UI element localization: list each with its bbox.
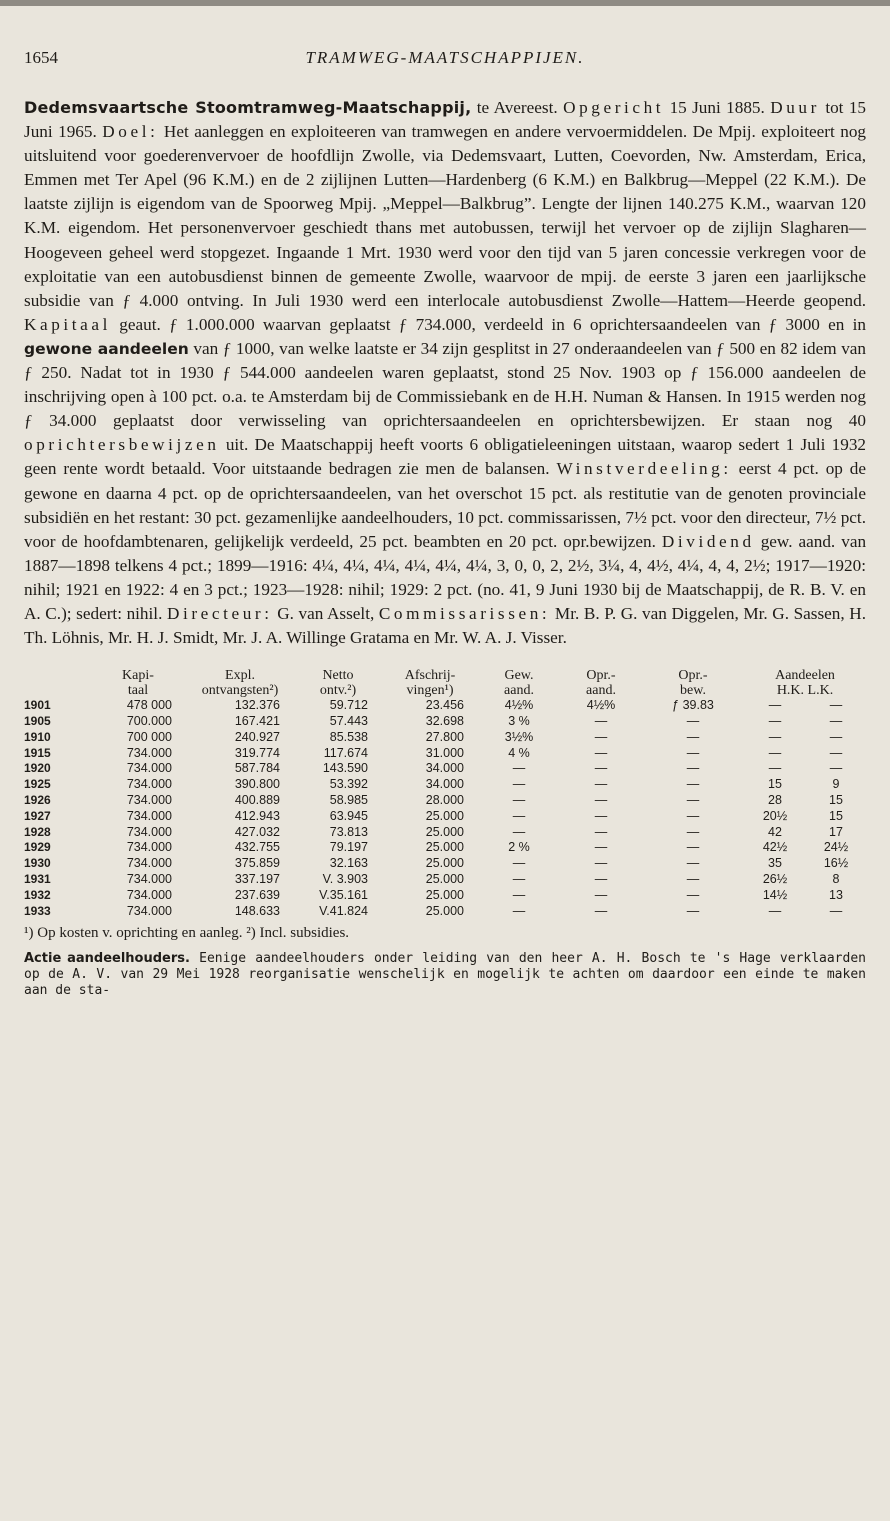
table-cell: — [594, 903, 608, 918]
top-edge-strip [0, 0, 890, 6]
row-year: 1905 [24, 713, 51, 728]
table-row [24, 714, 866, 730]
table-cell: — [686, 871, 700, 886]
table-cell: 32.163 [329, 856, 368, 871]
table-cell: 28 [768, 792, 782, 807]
table-cell: 587.784 [234, 761, 280, 776]
table-cell: 14½ [762, 887, 788, 902]
table-cell: 734.000 [126, 824, 172, 839]
row-year: 1920 [24, 761, 51, 776]
table-cell: — [594, 713, 608, 728]
table-cell: — [768, 761, 782, 776]
col-header: Kapi- [122, 668, 154, 684]
col-header: Opr.- [678, 668, 708, 684]
table-cell: 25.000 [425, 887, 464, 902]
text-segment: geaut. ƒ 1.000.000 waarvan geplaatst ƒ 734.000, verdeeld in 6 oprichtersaandeelen van ƒ 3000 en in [119, 314, 867, 334]
table-cell: 59.712 [329, 698, 368, 713]
label-opgericht: Opgericht [563, 98, 665, 117]
document-page [24, 48, 866, 1012]
table-cell: — [594, 887, 608, 902]
table-body [24, 698, 866, 919]
row-year: 1932 [24, 887, 51, 902]
table-cell: 31.000 [425, 745, 464, 760]
table-cell: 427.032 [234, 824, 280, 839]
table-cell: — [686, 729, 700, 744]
table-cell: 700 000 [126, 729, 172, 744]
table-cell: 9 [832, 777, 840, 792]
table-cell: V.35.161 [319, 887, 368, 902]
table-cell: 73.813 [329, 824, 368, 839]
table-cell: 375.859 [234, 856, 280, 871]
table-cell: 132.376 [234, 698, 280, 713]
col-header: Gew. [504, 668, 534, 684]
table-cell: — [594, 777, 608, 792]
table-cell: 32.698 [425, 713, 464, 728]
table-cell: 25.000 [425, 856, 464, 871]
table-cell: 412.943 [234, 808, 280, 823]
table-cell: 25.000 [425, 808, 464, 823]
table-cell: 79.197 [329, 840, 368, 855]
table-cell: 143.590 [322, 761, 368, 776]
table-cell: — [829, 903, 843, 918]
financial-table [24, 668, 866, 919]
label-doel: Doel: [102, 122, 159, 142]
table-cell: 25.000 [425, 840, 464, 855]
label-directeur: Directeur: [166, 603, 273, 623]
col-header: ontv.²) [319, 683, 357, 699]
table-cell: — [768, 903, 782, 918]
table-cell: — [686, 840, 700, 855]
label-kapitaal: Kapitaal [24, 314, 112, 334]
table-cell: 35 [768, 856, 782, 871]
row-year: 1930 [24, 856, 51, 871]
table-cell: — [686, 887, 700, 902]
table-row [24, 888, 866, 904]
table-cell: 25.000 [425, 824, 464, 839]
row-year: 1926 [24, 792, 51, 807]
table-row [24, 698, 866, 714]
label-winstverdeeling: Winstverdeeling: [556, 459, 732, 479]
table-cell: 734.000 [126, 777, 172, 792]
table-cell: 4½% [504, 698, 534, 713]
table-row [24, 872, 866, 888]
table-cell: 58.985 [329, 792, 368, 807]
col-header: bew. [680, 683, 706, 699]
table-cell: 734.000 [126, 887, 172, 902]
table-cell: — [686, 745, 700, 760]
table-cell: 25.000 [425, 903, 464, 918]
text-segment: Het aanleggen en exploiteeren van tramwegen en andere vervoermiddelen. De Mpij. exploiteert nog uitsluitend voor goederenvervoer de hoofdlijn Zwolle, via Dedemsvaart, Lutten, Coevorden, Nw. Amsterdam, Erica, Emmen met Ter Apel (96 K.M.) en de 2 zijlijnen Lutten—Hardenberg (6 K.M.) en Balkbrug—Meppel (22 K.M.). De laatste zijlijn is eigendom van de Spoorweg Mpij. „Meppel—Balkbrug”. Lengte der lijnen 140.275 K.M., waarvan 120 K.M. eigendom. Het personenvervoer geschiedt thans met autobussen, terwijl het vervoer op de zijlijn Slagharen—Hoogeveen geheel werd stopgezet. Ingaande 1 Mrt. 1930 werd voor den tijd van 5 jaren concessie verkregen voor de exploitatie van een autobusdienst binnen de gemeente Zwolle, waarvoor de mpij. de eerste 3 jaren een jaarlijksche subsidie van ƒ 4.000 ontving. In Juli 1930 werd een interlocale autobusdienst Zwolle—Hattem—Heerde geopend. [24, 122, 867, 310]
table-cell: 148.633 [234, 903, 280, 918]
table-cell: — [512, 887, 526, 902]
table-cell: — [829, 761, 843, 776]
table-cell: 15 [829, 792, 843, 807]
row-year: 1929 [24, 840, 51, 855]
table-cell: 42 [768, 824, 782, 839]
label-gewone-aandeelen: gewone aandeelen [24, 339, 189, 358]
text-segment: G. van Asselt, [277, 603, 375, 623]
table-cell: 15 [768, 777, 782, 792]
col-header: Aandeelen [775, 668, 835, 684]
table-row [24, 856, 866, 872]
table-cell: 390.800 [234, 777, 280, 792]
table-cell: V. 3.903 [322, 871, 368, 886]
table-cell: — [686, 761, 700, 776]
running-title: TRAMWEG-MAATSCHAPPIJEN. [305, 48, 585, 67]
table-cell: — [512, 761, 526, 776]
row-year: 1933 [24, 903, 51, 918]
row-year: 1925 [24, 777, 51, 792]
page-number: 1654 [24, 48, 58, 67]
table-row [24, 730, 866, 746]
table-cell: — [686, 777, 700, 792]
text-segment: 15 Juni 1885. [669, 98, 765, 117]
table-cell: — [594, 824, 608, 839]
table-cell: 734.000 [126, 856, 172, 871]
table-cell: ƒ 39.83 [672, 698, 714, 713]
table-cell: 57.443 [329, 713, 368, 728]
col-header: H.K. L.K. [776, 683, 834, 699]
table-cell: 400.889 [234, 792, 280, 807]
header-row-2 [24, 683, 866, 698]
label-dividend: Dividend [661, 531, 755, 551]
text-segment: van ƒ 1000, van welke laatste er 34 zijn gesplitst in 27 onderaandeelen van ƒ 500 en 82 idem van ƒ 250. Nadat tot in 1930 ƒ 544.000 aandeelen waren geplaatst, stond 25 Nov. 1903 op ƒ 156.000 aandeelen de inschrijving open à 100 pct. o.a. te Amsterdam bij de Commissiebank en de H.H. Numan & Hansen. In 1915 werden nog ƒ 34.000 geplaatst door verwisseling van oprichtersaandeelen en oprichtersbewijzen. Er staan nog 40 [24, 338, 867, 431]
table-cell: 734.000 [126, 808, 172, 823]
table-cell: 167.421 [234, 713, 280, 728]
row-year: 1928 [24, 824, 51, 839]
label-oprichtersbewijzen: oprichtersbewijzen [24, 435, 220, 455]
table-header [24, 668, 866, 698]
text-segment: Mr. B. P. G. van Diggelen, Mr. G. Sassen, H. Th. Löhnis, Mr. H. J. Smidt, Mr. J. A. Willinge Gratama en Mr. W. A. J. Visser. [24, 603, 866, 648]
text-segment: te Avereest. [476, 98, 558, 117]
table-cell: 432.755 [234, 840, 280, 855]
action-paragraph [24, 951, 866, 999]
table-cell: — [512, 871, 526, 886]
table-cell: 8 [832, 871, 840, 886]
table-footnote: ¹) Op kosten v. oprichting en aanleg. ²) Incl. subsidies. [24, 925, 350, 942]
table-cell: — [686, 856, 700, 871]
table-cell: — [686, 792, 700, 807]
row-year: 1910 [24, 729, 51, 744]
text-segment: uit. De Maatschappij heeft voorts 6 obligatieleeningen uitstaan, waarop sedert 1 Juli 1932 geen rente wordt betaald. Voor uitstaande bedragen zie men de balansen. [24, 435, 867, 479]
table-cell: — [768, 713, 782, 728]
table-cell: — [594, 761, 608, 776]
table-cell: 117.674 [323, 745, 368, 760]
table-cell: — [512, 903, 526, 918]
table-cell: 63.945 [329, 808, 368, 823]
page-header [24, 48, 866, 84]
text-segment: gew. aand. van 1887—1898 telkens 4 pct.; 1899—1916: 4¼, 4¼, 4¼, 4¼, 4¼, 4¼, 3, 0, 0, 2, 2½, 3¼, 4, 4½, 4¼, 4, 4, 2½; 1917—1920: nihil; 1921 en 1922: 4 en 3 pct.; 1923—1928: nihil; 1929: 2 pct. (no. 41, 9 Juni 1930 bij de Maatschappij, de R. B. V. en A. C.); sedert: nihil. [24, 531, 867, 623]
table-cell: 23.456 [425, 698, 464, 713]
table-row [24, 777, 866, 793]
table-cell: — [512, 824, 526, 839]
table-cell: 478 000 [126, 698, 172, 713]
table-cell: — [768, 745, 782, 760]
table-cell: — [829, 698, 843, 713]
table-cell: V.41.824 [319, 903, 368, 918]
table-cell: — [594, 792, 608, 807]
table-cell: 42½ [762, 840, 788, 855]
table-cell: — [594, 840, 608, 855]
table-row [24, 809, 866, 825]
table-cell: — [686, 713, 700, 728]
table-cell: 85.538 [329, 729, 368, 744]
header-row-1 [24, 668, 866, 683]
table-cell: 734.000 [126, 840, 172, 855]
table-cell: 240.927 [234, 729, 280, 744]
row-year: 1927 [24, 808, 51, 823]
row-year: 1931 [24, 871, 51, 886]
table-cell: 27.800 [425, 729, 464, 744]
table-cell: 319.774 [234, 745, 280, 760]
col-header: Afschrij- [404, 668, 456, 684]
table-cell: — [512, 777, 526, 792]
col-header: Expl. [225, 668, 255, 684]
action-text: Eenige aandeelhouders onder leiding van den heer A. H. Bosch te 's Hage verklaarden op de A. V. van 29 Mei 1928 reorganisatie wenschelijk en mogelijk te achten om daardoor een einde te maken aan de sta- [24, 951, 866, 999]
table-cell: 25.000 [425, 871, 464, 886]
table-cell: 4 % [508, 745, 530, 760]
table-cell: — [512, 808, 526, 823]
table-cell: 734.000 [126, 792, 172, 807]
table-cell: — [686, 903, 700, 918]
table-cell: 17 [829, 824, 843, 839]
table-cell: 2 % [508, 840, 530, 855]
table-cell: — [768, 698, 782, 713]
col-header: vingen¹) [406, 683, 454, 699]
col-header: ontvangsten²) [201, 683, 279, 699]
action-label: Actie aandeelhouders. [24, 951, 190, 967]
table-cell: 337.197 [234, 871, 280, 886]
label-commissarissen: Commissarissen: [378, 603, 551, 623]
table-cell: 15 [829, 808, 843, 823]
table-cell: 34.000 [425, 761, 464, 776]
table-cell: 53.392 [329, 777, 368, 792]
col-header: Opr.- [586, 668, 616, 684]
table-cell: 13 [829, 887, 843, 902]
table-cell: 237.639 [234, 887, 280, 902]
table-cell: 34.000 [425, 777, 464, 792]
table-cell: 734.000 [126, 871, 172, 886]
table-cell: 16½ [823, 856, 849, 871]
table-cell: — [829, 713, 843, 728]
company-name: Dedemsvaartsche Stoomtramweg-Maatschappij, [24, 98, 472, 117]
table-row [24, 840, 866, 856]
table-cell: — [512, 856, 526, 871]
table-cell: 734.000 [126, 745, 172, 760]
col-header [24, 683, 90, 698]
table-cell: 3½% [504, 729, 534, 744]
table-cell: 734.000 [126, 903, 172, 918]
table-cell: — [829, 745, 843, 760]
table-row [24, 746, 866, 762]
label-duur: Duur [770, 98, 820, 117]
col-header: Netto [322, 668, 354, 684]
table-cell: 26½ [762, 871, 788, 886]
table-cell: — [594, 871, 608, 886]
table-row [24, 761, 866, 777]
text-segment: tot 15 Juni 1965. [24, 98, 867, 142]
col-header: taal [127, 683, 149, 699]
col-header [24, 668, 90, 683]
table-cell: — [594, 745, 608, 760]
table-cell: 20½ [762, 808, 788, 823]
table-cell: — [768, 729, 782, 744]
table-cell: 700.000 [126, 713, 172, 728]
table-row [24, 904, 866, 920]
table-cell: — [594, 856, 608, 871]
table-cell: 24½ [823, 840, 849, 855]
table-cell: 28.000 [425, 792, 464, 807]
table-cell: — [594, 808, 608, 823]
col-header: aand. [504, 683, 534, 699]
row-year: 1915 [24, 745, 51, 760]
table-cell: — [686, 808, 700, 823]
table-cell: 4½% [586, 698, 616, 713]
col-header: aand. [586, 683, 616, 699]
table-row [24, 793, 866, 809]
table-cell: 3 % [508, 713, 530, 728]
row-year: 1901 [24, 698, 51, 713]
table-cell: — [512, 792, 526, 807]
table-cell: 734.000 [126, 761, 172, 776]
table-cell: — [686, 824, 700, 839]
text-segment: eerst 4 pct. op de gewone en daarna 4 pct. op de oprichtersaandeelen, van het overschot 15 pct. als restitutie van de genoten provinciale subsidiën en het restant: 30 pct. gezamenlijke aandeelhouders, 10 pct. commissarissen, 7½ pct. voor den directeur, 7½ pct. voor de hoofdambtenaren, gelijkelijk verdeeld, 25 pct. beambten en 20 pct. opr.bewijzen. [24, 459, 867, 551]
company-entry [24, 96, 866, 650]
table-cell: — [829, 729, 843, 744]
table-row [24, 825, 866, 841]
table-cell: — [594, 729, 608, 744]
